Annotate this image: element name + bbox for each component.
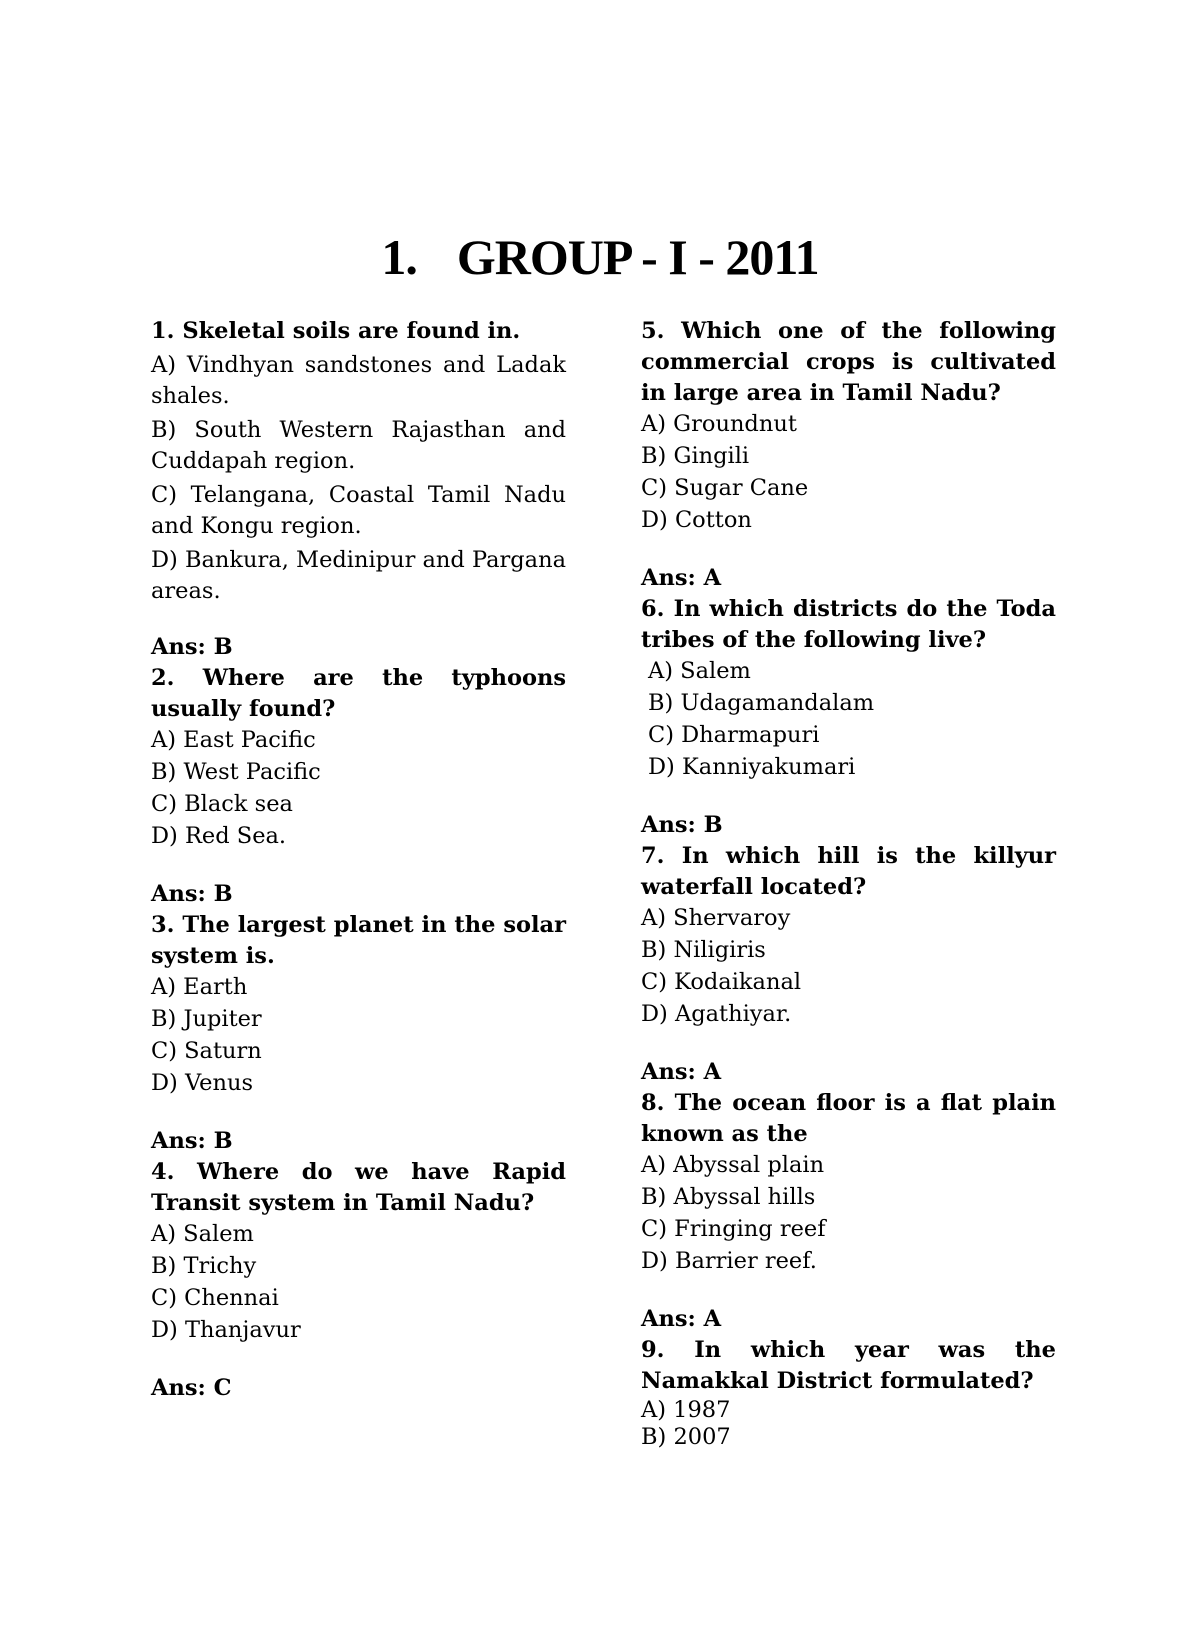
option: C) Fringing reef: [641, 1216, 826, 1242]
question-block: [641, 1335, 1056, 1450]
option: A) Abyssal plain: [641, 1152, 825, 1178]
option: C) Telangana, Coastal Tamil Nadu and Kongu region.: [151, 482, 566, 539]
option: D) Red Sea.: [151, 823, 287, 849]
question-text: 6. In which districts do the Toda tribes of the following live?: [641, 596, 1056, 653]
option: C) Kodaikanal: [641, 969, 802, 995]
answer: Ans: B: [151, 1128, 233, 1154]
page-title: [0, 228, 1200, 286]
option: A) Earth: [151, 974, 248, 1000]
title-number: 1.: [381, 229, 417, 285]
answer: Ans: A: [641, 1306, 722, 1332]
option: B) West Pacific: [151, 759, 321, 785]
answer: Ans: A: [641, 1059, 722, 1085]
option: C) Dharmapuri: [648, 722, 820, 748]
question-text: 8. The ocean floor is a flat plain known as the: [641, 1090, 1056, 1147]
option: B) Trichy: [151, 1253, 257, 1279]
question-block: [151, 1157, 566, 1404]
option: A) Shervaroy: [641, 905, 791, 931]
question-text: 3. The largest planet in the solar system is.: [151, 912, 566, 969]
answer: Ans: B: [151, 881, 233, 907]
option: A) Vindhyan sandstones and Ladak shales.: [151, 352, 566, 409]
option: B) Abyssal hills: [641, 1184, 816, 1210]
option: B) Gingili: [641, 443, 750, 469]
option: C) Sugar Cane: [641, 475, 809, 501]
question-block: [151, 910, 566, 1157]
question-block: [151, 663, 566, 910]
option: A) Groundnut: [641, 411, 797, 437]
answer: Ans: B: [641, 812, 723, 838]
option: B) 2007: [641, 1424, 731, 1450]
left-column: [151, 316, 566, 1404]
question-text: 5. Which one of the following commercial crops is cultivated in large area in Tamil Nadu?: [641, 318, 1056, 406]
option: D) Venus: [151, 1070, 253, 1096]
option: D) Bankura, Medinipur and Pargana areas.: [151, 547, 566, 604]
option: D) Agathiyar.: [641, 1001, 792, 1027]
option: D) Thanjavur: [151, 1317, 301, 1343]
option: A) Salem: [648, 658, 751, 684]
option: D) Cotton: [641, 507, 752, 533]
question-text: 7. In which hill is the killyur waterfall located?: [641, 843, 1056, 900]
option: A) East Pacific: [151, 727, 316, 753]
question-block: [151, 316, 566, 663]
answer: Ans: A: [641, 565, 722, 591]
option: B) Jupiter: [151, 1006, 262, 1032]
option: B) South Western Rajasthan and Cuddapah region.: [151, 417, 566, 474]
option: D) Barrier reef.: [641, 1248, 817, 1274]
question-text: 9. In which year was the Namakkal District formulated?: [641, 1337, 1056, 1394]
option: D) Kanniyakumari: [648, 754, 856, 780]
question-text: 1. Skeletal soils are found in.: [151, 318, 521, 344]
title-text: GROUP - I - 2011: [456, 229, 819, 285]
question-text: 2. Where are the typhoons usually found?: [151, 665, 566, 722]
option: B) Udagamandalam: [648, 690, 875, 716]
question-block: [641, 316, 1056, 594]
question-block: [641, 841, 1056, 1088]
answer: Ans: C: [151, 1375, 232, 1401]
option: A) 1987: [641, 1397, 731, 1423]
option: C) Saturn: [151, 1038, 262, 1064]
answer: Ans: B: [151, 634, 233, 660]
option: B) Niligiris: [641, 937, 766, 963]
question-block: [641, 594, 1056, 841]
right-column: [641, 316, 1056, 1451]
option: C) Black sea: [151, 791, 293, 817]
question-text: 4. Where do we have Rapid Transit system in Tamil Nadu?: [151, 1159, 566, 1216]
question-block: [641, 1088, 1056, 1335]
option: A) Salem: [151, 1221, 254, 1247]
option: C) Chennai: [151, 1285, 279, 1311]
